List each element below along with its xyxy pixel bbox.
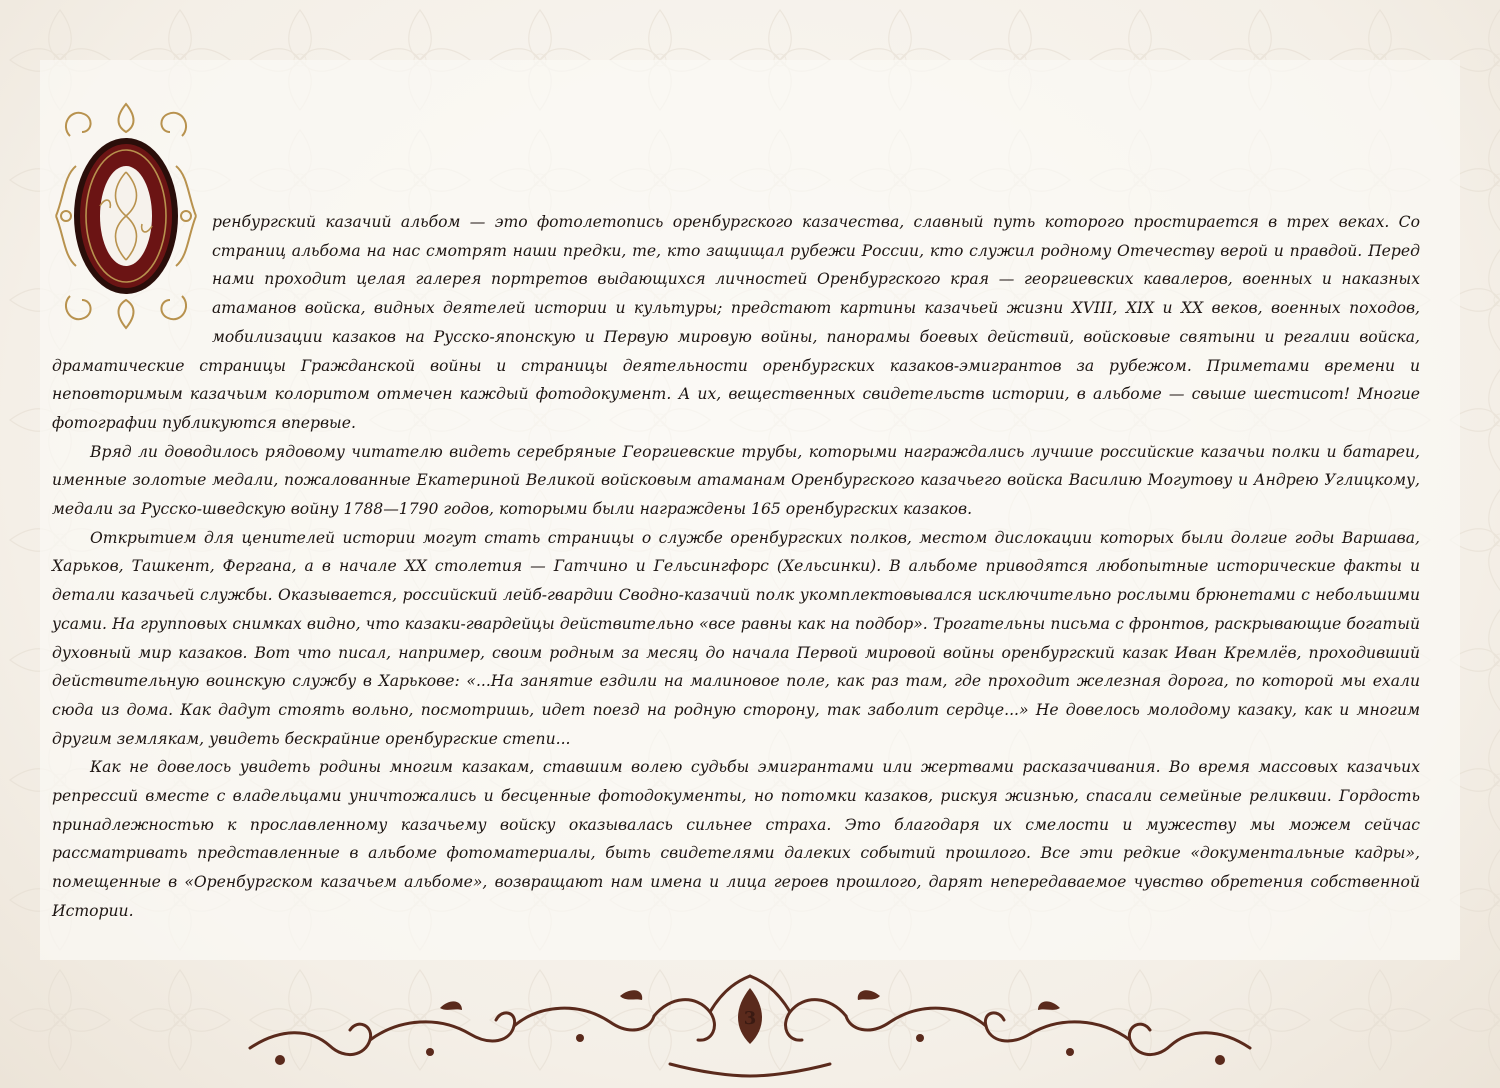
paragraph-4: Как не довелось увидеть родины многим казакам, ставшим волею судьбы эмигрантами или жертвами расказачивания. Во время массовых казачьих репрессий вместе с владельцами уничтожались и бесценные фотодокументы, но потомки казаков, рискуя жизнью, спасали семейные реликвии. Гордость принадлежностью к прославленному казачьему войску оказывалась сильнее страха. Это благодаря их смелости и мужеству мы можем сейчас рассматривать представленные в альбоме фотоматериалы, быть свидетелями далеких событий прошлого. Все эти редкие «документальные кадры», помещенные в «Оренбургском казачьем альбоме», возвращают нам имена и лица героев прошлого, дарят непередаваемое чувство обретения собственной Истории. — [52, 758, 1420, 920]
page-number: 3 — [743, 1008, 757, 1029]
paragraph-1: ренбургский казачий альбом — это фотолетопись оренбургского казачества, славный путь которого простирается в трех веках. Со страниц альбома на нас смотрят наши предки, те, кто защищал рубежи России, кто служил родному Отечеству верой и правдой. Перед нами проходит целая галерея портретов выдающихся личностей Оренбургского края — георгиевских кавалеров, военных и наказных атаманов войска, видных деятелей истории и культуры; предстают картины казачьей жизни XVIII, XIX и XX веков, военных походов, мобилизации казаков на Русско-японскую и Первую мировую войны, панорамы боевых действий, войсковые святыни и регалии войска, драматические страницы Гражданской войны и страницы деятельности оренбургских казаков-эмигрантов за рубежом. Приметами времени и неповторимым казачьим колоритом отмечен каждый фотодокумент. А их, вещественных свидетельств истории, в альбоме — свыше шестисот! Многие фотографии публикуются впервые. — [52, 213, 1420, 432]
main-text — [52, 208, 1420, 926]
dropcap — [50, 96, 202, 336]
dropcap-letter — [50, 96, 202, 336]
paragraph-2: Вряд ли доводилось рядовому читателю видеть серебряные Георгиевские трубы, которыми награждались лучшие российские казачьи полки и батареи, именные золотые медали, пожалованные Екатериной Великой войсковым атаманам Оренбургского казачьего войска Василию Могутову и Андрею Углицкому, медали за Русско-шведскую войну 1788—1790 годов, которыми были награждены 165 оренбургских казаков. — [52, 442, 1420, 519]
paragraph-3: Открытием для ценителей истории могут стать страницы о службе оренбургских полков, местом дислокации которых были долгие годы Варшава, Харьков, Ташкент, Фергана, а в начале XX столетия — Гатчино и Гельсингфорс (Хельсинки). В альбоме приводятся любопытные исторические факты и детали казачьей службы. Оказывается, российский лейб-гвардии Сводно-казачий полк укомплектовывался исключительно рослыми брюнетами с небольшими усами. На групповых снимках видно, что казаки-гвардейцы действительно «все равны как на подбор». Трогательны письма с фронтов, раскрывающие богатый духовный мир казаков. Вот что писал, например, своим родным за месяц до начала Первой мировой войны оренбургский казак Иван Кремлёв, проходивший действительную воинскую службу в Харькове: «...На занятие ездили на малиновое поле, как раз там, где проходит железная дорога, по которой мы ехали сюда из дома. Как дадут стоять вольно, посмотришь, идет поезд на родную сторону, так заболит сердце...» Не довелось молодому казаку, как и многим другим землякам, увидеть бескрайние оренбургские степи... — [52, 528, 1420, 748]
